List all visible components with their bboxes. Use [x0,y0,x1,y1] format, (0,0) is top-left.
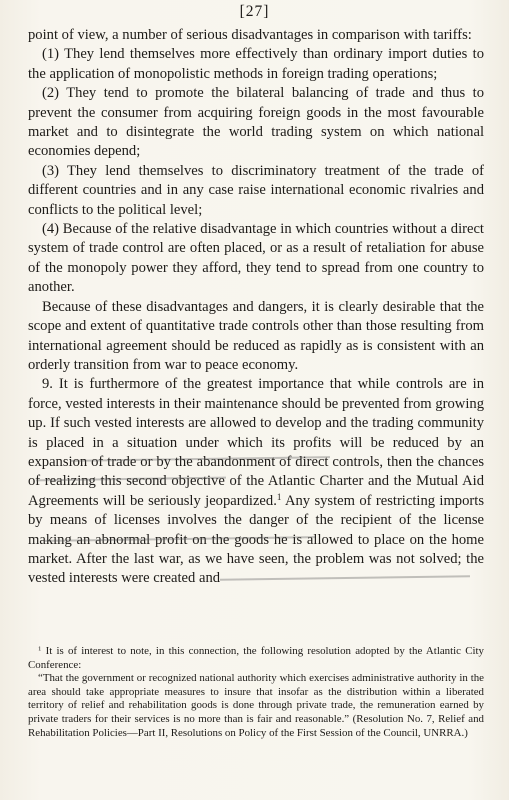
footnote-1-text: It is of interest to note, in this connection, the following resolution adopted by the Atlantic City Conference: [28,645,484,671]
main-text [28,26,484,589]
paragraph-5: (4) Because of the relative disadvantage in which countries without a direct system of trade control are often placed, or as a result of retaliation for abuse of the monopoly power they afford, they tend to spread from one country to another. [28,221,484,296]
paragraph-7-text: 9. It is furthermore of the greatest importance that while controls are in force, vested interests in their maintenance should be prevented from growing up. If such vested interests are allowed to develop and the trading community is placed in a situation under which its profits will be reduced by an expansion of trade or by the abandonment of direct controls, then the chances of realizing this second objective of the Atlantic Charter and the Mutual Aid Agreements will be seriously jeopardized. [28,376,484,509]
paragraph-7-continued: Any system of restricting imports by means of licenses involves the danger of the recipient of the license making an abnormal profit on the goods he is allowed to place on the home market. After the last war, as we have seen, the problem was not solved; the vested interests were created and [28,492,484,587]
paragraph-6: Because of these disadvantages and dangers, it is clearly desirable that the scope and extent of quantitative trade controls other than those resulting from international agreement should be reduced as rapidly as is consistent with an orderly transition from war to peace economy. [28,298,484,373]
paragraph-7 [28,375,484,588]
footnote-1 [28,645,484,672]
paragraph-3: (2) They tend to promote the bilateral balancing of trade and thus to prevent the consumer from acquiring foreign goods in the most favourable market and to disintegrate the world trading system on which national economies depend; [28,85,484,160]
footnote-reference: 1 [276,491,282,502]
paragraph-2: (1) They lend themselves more effectively than ordinary import duties to the application of monopolistic methods in foreign trading operations; [28,46,484,82]
paragraph-4: (3) They lend themselves to discriminatory treatment of the trade of different countries and in any case raise international economic rivalries and conflicts to the political level; [28,162,484,218]
footnote-quote: “That the government or recognized national authority which exercises administrative authority in the area should take appropriate measures to insure that insofar as the distribution within a liberated territory of relief and rehabilitation goods is done through private trade, the remuneration earned by private traders for their services is no more than is fair and reasonable.” (Resolution No. 7, Relief and Rehabilitation Policies—Part II, Resolutions on Policy of the First Session of the Council, UNRRA.) [28,672,484,739]
footnote-marker: 1 [38,645,42,653]
page-number: [27] [239,3,270,20]
footnotes [28,645,484,740]
paragraph-1: point of view, a number of serious disadvantages in comparison with tariffs: [28,27,472,43]
